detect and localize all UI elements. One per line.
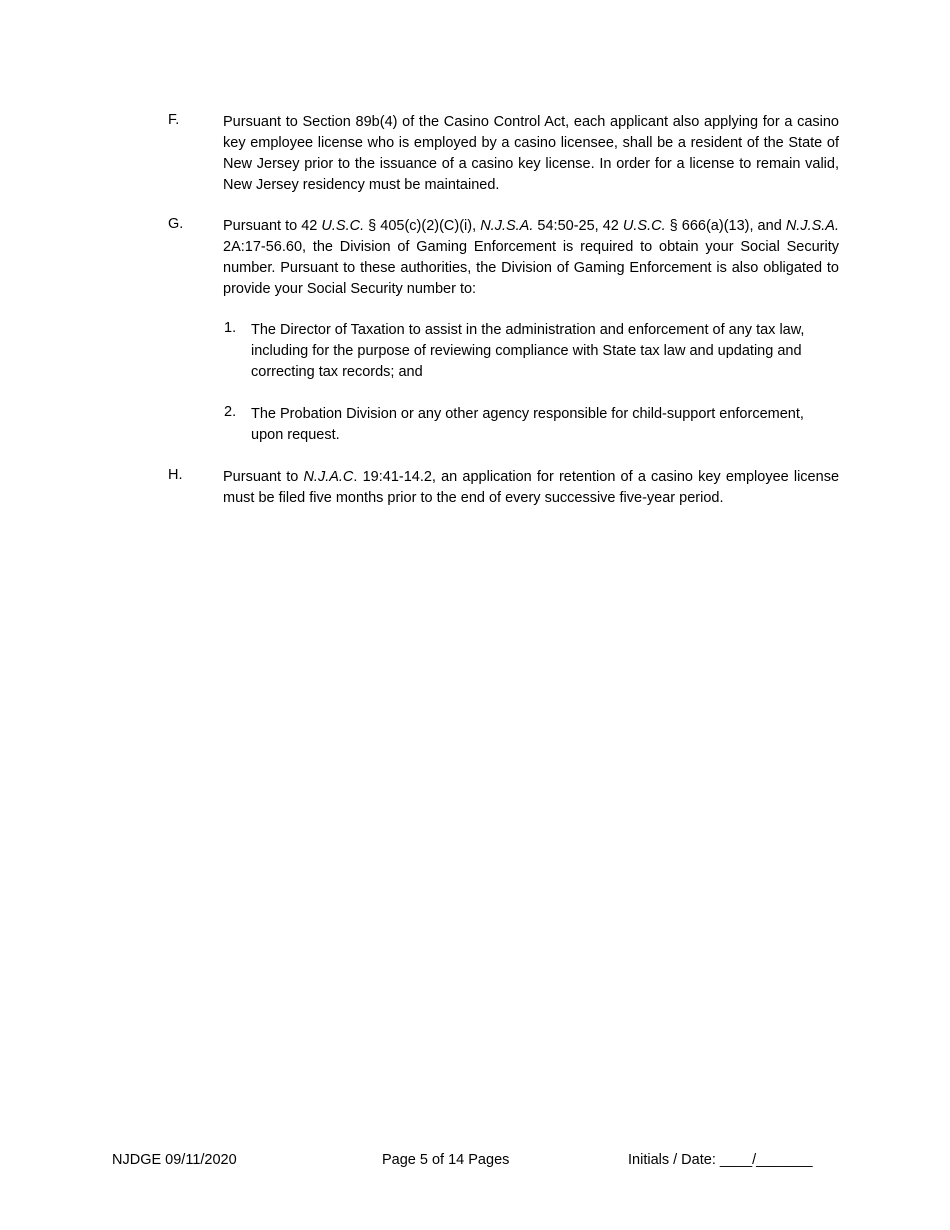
g-text-part: 2A:17-56.60, the Division of Gaming Enforcement is required to obtain your Social Security number. Pursuant to these authorities, the Division of Gaming Enforcement is also obligated to provide your Social Security number to: xyxy=(223,238,839,297)
footer-doc-id: NJDGE 09/11/2020 xyxy=(112,1152,237,1168)
list-item-number: 2. xyxy=(224,404,237,420)
g-citation: U.S.C. xyxy=(321,218,365,234)
g-text-part: § 666(a)(13), and xyxy=(665,218,786,234)
g-text-part: § 405(c)(2)(C)(i), xyxy=(364,218,481,234)
section-g-marker: G. xyxy=(168,216,184,232)
section-f-marker: F. xyxy=(168,112,180,128)
footer-page-number: Page 5 of 14 Pages xyxy=(382,1152,510,1168)
list-item-text: The Director of Taxation to assist in the administration and enforcement of any tax law, including for the purpose of reviewing compliance with State tax law and updating and correcting tax records; and xyxy=(251,322,805,380)
section-h-marker: H. xyxy=(168,467,183,483)
g-citation: N.J.S.A. xyxy=(480,218,534,234)
h-citation: N.J.A.C xyxy=(303,469,354,485)
h-text-part: Pursuant to xyxy=(223,469,304,485)
g-text-part: Pursuant to 42 xyxy=(223,218,322,234)
list-item-text: The Probation Division or any other agency responsible for child-support enforcement, upon request. xyxy=(251,406,804,443)
g-text-part: 54:50-25, 42 xyxy=(533,218,623,234)
section-g-text xyxy=(223,216,839,300)
footer-initials-date: Initials / Date: ____/_______ xyxy=(628,1152,813,1168)
list-item-number: 1. xyxy=(224,320,237,336)
h-text-part: . 19:41-14.2, an application for retention of a casino key employee license must be filed five months prior to the end of every successive five-year period. xyxy=(223,469,840,506)
section-f-text: Pursuant to Section 89b(4) of the Casino Control Act, each applicant also applying for a casino key employee license who is employed by a casino licensee, shall be a resident of the State of New Jersey prior to the issuance of a casino key license. In order for a license to remain valid, New Jersey residency must be maintained. xyxy=(223,114,839,193)
g-citation: N.J.S.A. xyxy=(785,218,839,234)
g-citation: U.S.C. xyxy=(622,218,666,234)
section-h-text xyxy=(223,467,839,509)
